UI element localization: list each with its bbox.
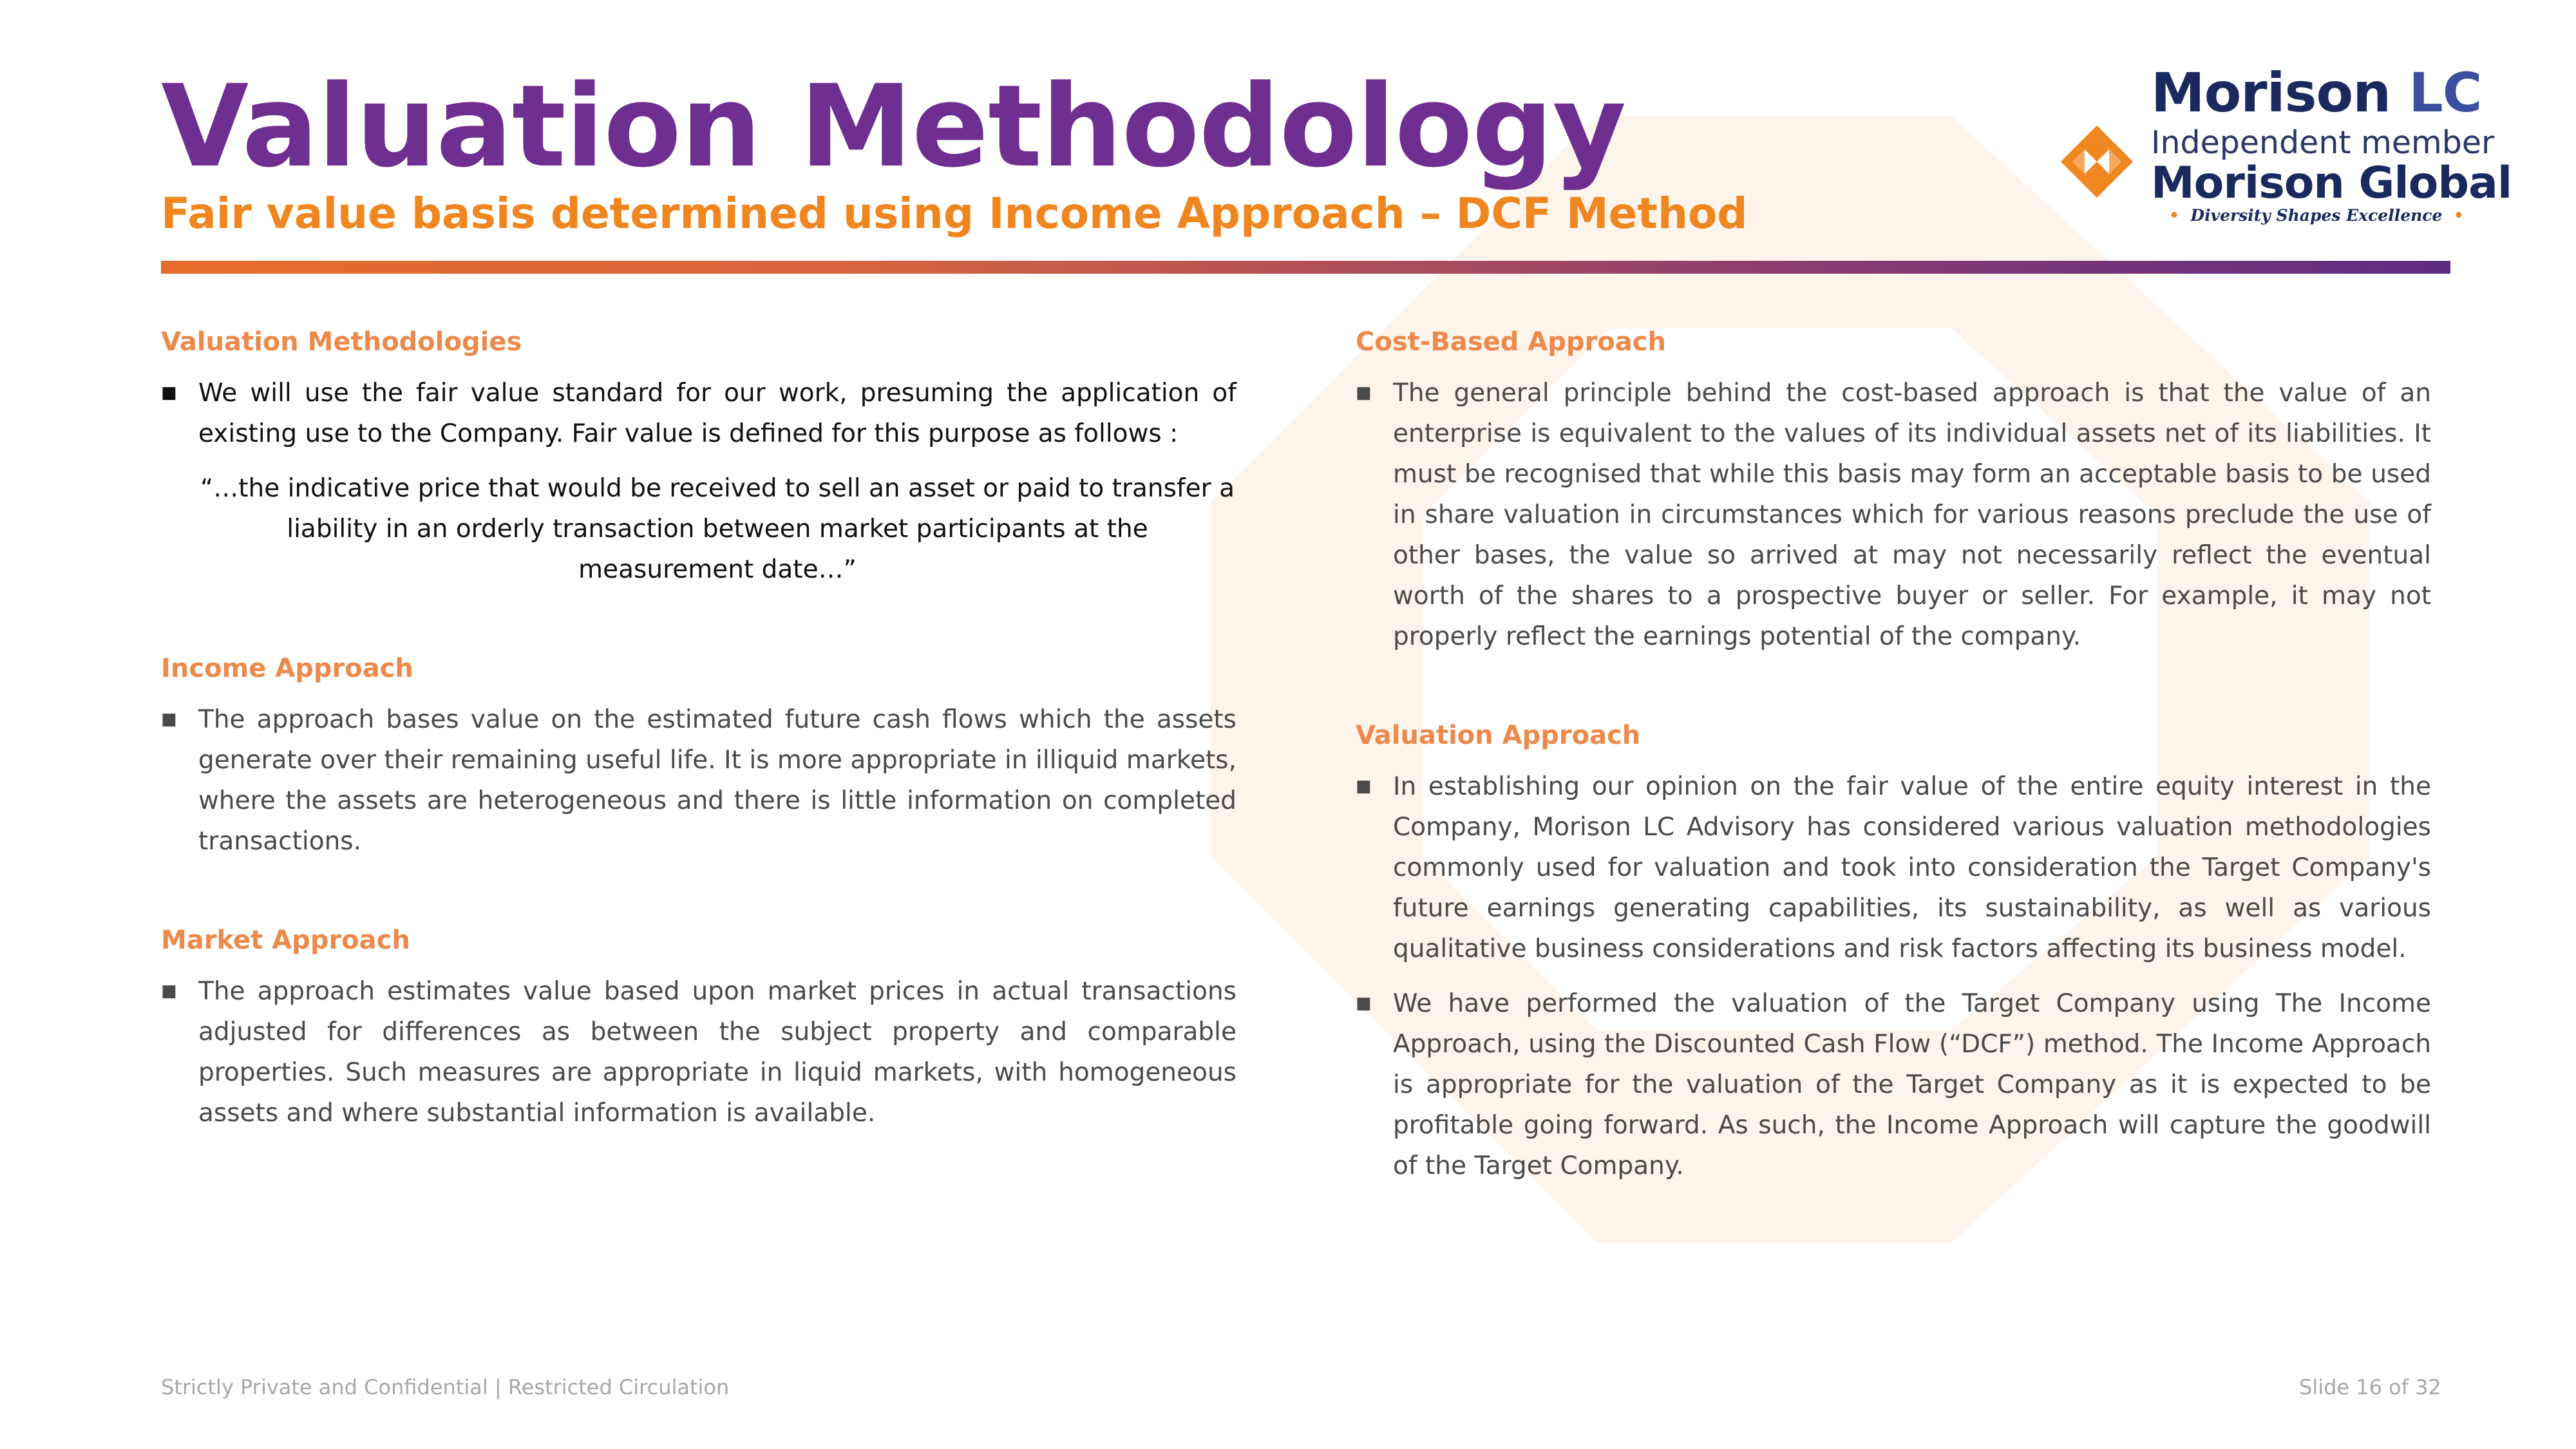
footer-slide-number: Slide 16 of 32	[2299, 1375, 2441, 1399]
section-heading-market-approach: Market Approach	[161, 925, 410, 955]
bullet-dcf-method	[1356, 983, 2431, 1186]
bullet-text: The approach bases value on the estimated future cash flows which the assets generate over their remaining useful life. It is more appropriate in illiquid markets, where the assets are heterogeneous and there is little information on completed transactions.	[198, 705, 1236, 856]
logo-member-line: Independent member	[2151, 124, 2495, 161]
section-heading-valuation-methodologies: Valuation Methodologies	[161, 327, 522, 357]
bullet-icon: ■	[1356, 383, 1372, 402]
bullet-text: We have performed the valuation of the Target Company using The Income Approach, using the Discounted Cash Flow (“DCF”) method. The Income Approach is appropriate for the valuation of the Target Company as it is expected to be profitable going forward. As such, the Income Approach will capture the goodwill of the Target Company.	[1393, 989, 2431, 1180]
bullet-cost-based-approach	[1356, 373, 2431, 657]
page-title: Valuation Methodology	[161, 61, 1626, 193]
section-heading-income-approach: Income Approach	[161, 654, 413, 683]
bullet-valuation-opinion	[1356, 766, 2431, 969]
logo-name-accent: LC	[2409, 61, 2482, 124]
section-heading-cost-based-approach: Cost-Based Approach	[1356, 327, 1666, 357]
bullet-icon: ■	[1356, 994, 1372, 1013]
left-column	[161, 325, 1236, 1133]
logo-name-part: Morison	[2151, 61, 2409, 124]
logo-tagline: • Diversity Shapes Excellence •	[2169, 206, 2464, 225]
morison-logo	[2061, 61, 2512, 229]
bullet-text: In establishing our opinion on the fair value of the entire equity interest in the Company, Morison LC Advisory has considered various valuation methodologies commonly used for valuation and took into consideration the Target Company's future earnings generating capabilities, its sustainability, as well as various qualitative business considerations and risk factors affecting its business model.	[1393, 772, 2431, 963]
section-heading-valuation-approach: Valuation Approach	[1356, 721, 1641, 750]
morison-diamond-logo-icon	[2061, 126, 2133, 198]
bullet-fair-value-standard	[161, 373, 1236, 454]
right-column	[1356, 325, 2431, 1186]
bullet-market-approach	[161, 971, 1236, 1133]
logo-tagline-text: Diversity Shapes Excellence	[2190, 206, 2443, 225]
title-divider	[161, 261, 2450, 274]
bullet-text: The approach estimates value based upon market prices in actual transactions adjusted for differences as between the subject property and comparable properties. Such measures are appropriate in liquid markets, with homogeneous assets and where substantial information is available.	[198, 977, 1236, 1128]
footer-confidentiality: Strictly Private and Confidential | Restricted Circulation	[161, 1375, 730, 1399]
fair-value-definition-quote: “…the indicative price that would be received to sell an asset or paid to transfer a liability in an orderly transaction between market participants at the measurement date…”	[200, 474, 1235, 584]
page-subtitle: Fair value basis determined using Income Approach – DCF Method	[161, 189, 1748, 238]
logo-company-name	[2151, 61, 2481, 124]
bullet-income-approach	[161, 699, 1236, 862]
bullet-icon: ■	[161, 981, 177, 1001]
bullet-text: The general principle behind the cost-based approach is that the value of an enterprise is equivalent to the values of its individual assets net of its liabilities. It must be recognised that while this basis may form an acceptable basis to be used in share valuation in circumstances which for various reasons preclude the use of other bases, the value so arrived at may not necessarily reflect the eventual worth of the shares to a prospective buyer or seller. For example, it may not properly reflect the earnings potential of the company.	[1393, 379, 2431, 651]
bullet-text: We will use the fair value standard for our work, presuming the application of existing use to the Company. Fair value is defined for this purpose as follows :	[198, 379, 1236, 448]
bullet-icon: ■	[1356, 777, 1372, 796]
logo-global-line: Morison Global	[2151, 158, 2512, 209]
bullet-icon: ■	[161, 383, 177, 402]
bullet-icon: ■	[161, 710, 177, 729]
